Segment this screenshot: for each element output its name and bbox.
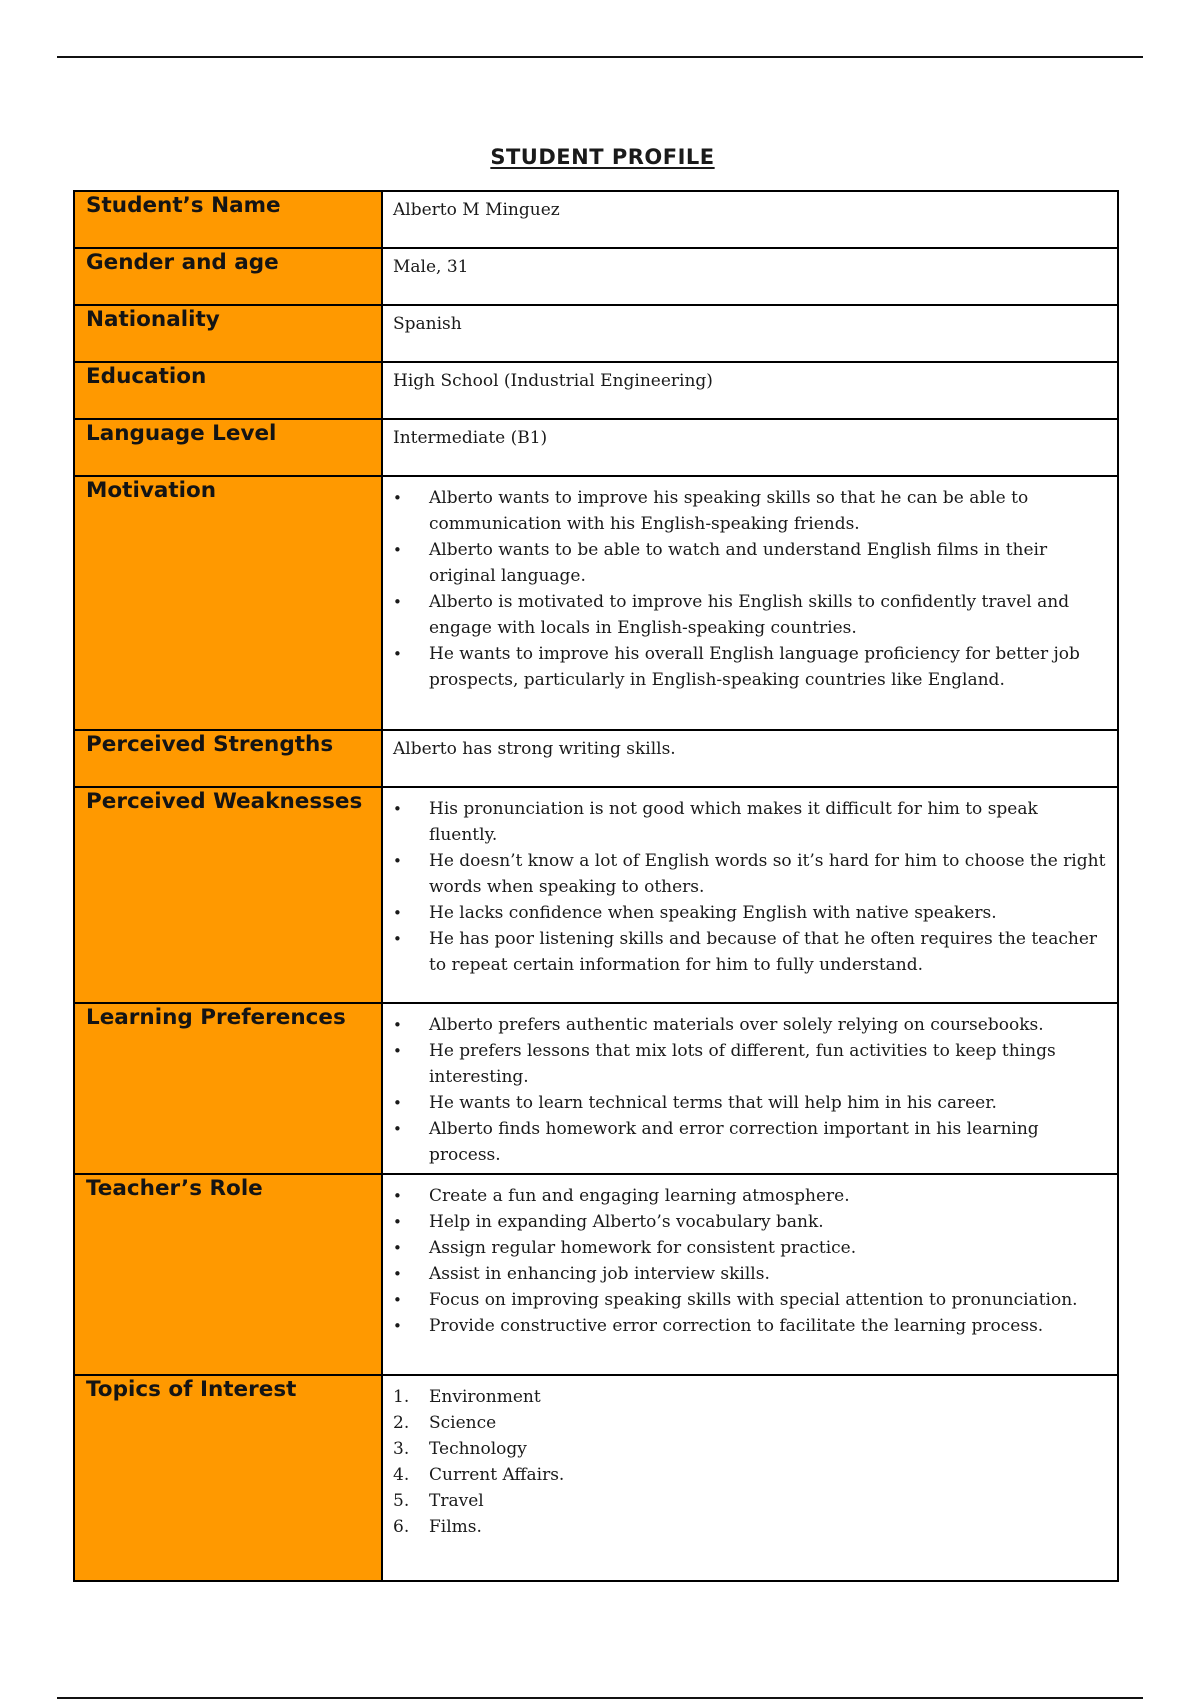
list-item-text: Travel	[429, 1491, 484, 1511]
label-learning-preferences: Learning Preferences	[74, 1003, 382, 1174]
label-perceived-strengths: Perceived Strengths	[74, 730, 382, 787]
list-item-text: Films.	[429, 1517, 482, 1537]
list-item: • He wants to learn technical terms that will help him in his career.	[393, 1090, 1107, 1116]
row-perceived-weaknesses	[74, 787, 1118, 1003]
preferences-list	[393, 1012, 1107, 1168]
list-item: • Focus on improving speaking skills with special attention to pronunciation.	[393, 1287, 1107, 1313]
label-motivation: Motivation	[74, 476, 382, 730]
list-item: • Help in expanding Alberto’s vocabulary bank.	[393, 1209, 1107, 1235]
footer-rule	[57, 1697, 1143, 1699]
value-gender-age: Male, 31	[382, 248, 1118, 305]
row-perceived-strengths	[74, 730, 1118, 787]
topics-list	[393, 1384, 1107, 1540]
label-education: Education	[74, 362, 382, 419]
page-title	[0, 145, 1200, 169]
row-learning-preferences	[74, 1003, 1118, 1174]
value-teacher-role	[382, 1174, 1118, 1375]
value-education: High School (Industrial Engineering)	[382, 362, 1118, 419]
list-item	[393, 1462, 1107, 1488]
list-number: 2.	[393, 1413, 410, 1433]
label-nationality: Nationality	[74, 305, 382, 362]
value-motivation	[382, 476, 1118, 730]
list-item: • Alberto wants to be able to watch and understand English films in their original language.	[393, 537, 1107, 589]
list-number: 5.	[393, 1491, 410, 1511]
motivation-list	[393, 485, 1107, 693]
label-gender-age: Gender and age	[74, 248, 382, 305]
label-perceived-weaknesses: Perceived Weaknesses	[74, 787, 382, 1003]
list-item: • Assign regular homework for consistent practice.	[393, 1235, 1107, 1261]
list-item-text: Environment	[429, 1387, 541, 1407]
list-item: • Alberto finds homework and error correction important in his learning process.	[393, 1116, 1107, 1168]
list-item: • Create a fun and engaging learning atmosphere.	[393, 1183, 1107, 1209]
student-profile-table	[73, 190, 1119, 1582]
header-rule	[57, 56, 1143, 58]
row-language-level	[74, 419, 1118, 476]
list-item: • He prefers lessons that mix lots of different, fun activities to keep things interesting.	[393, 1038, 1107, 1090]
row-topics-of-interest	[74, 1375, 1118, 1581]
list-item-text: Science	[429, 1413, 497, 1433]
row-gender-age	[74, 248, 1118, 305]
list-item: • He lacks confidence when speaking English with native speakers.	[393, 900, 1107, 926]
value-student-name: Alberto M Minguez	[382, 191, 1118, 248]
list-item: • He has poor listening skills and because of that he often requires the teacher to repeat certain information for him to fully understand.	[393, 926, 1107, 978]
value-topics-of-interest	[382, 1375, 1118, 1581]
list-item-text: Technology	[429, 1439, 527, 1459]
list-number: 6.	[393, 1517, 410, 1537]
row-teacher-role	[74, 1174, 1118, 1375]
list-item	[393, 1514, 1107, 1540]
value-nationality: Spanish	[382, 305, 1118, 362]
list-number: 1.	[393, 1387, 410, 1407]
row-motivation	[74, 476, 1118, 730]
list-item: • He wants to improve his overall English language proficiency for better job prospects, particularly in English-speaking countries like England.	[393, 641, 1107, 693]
teacher-role-list	[393, 1183, 1107, 1339]
list-item: • Alberto prefers authentic materials over solely relying on coursebooks.	[393, 1012, 1107, 1038]
list-item: • Provide constructive error correction to facilitate the learning process.	[393, 1313, 1107, 1339]
list-item: • Assist in enhancing job interview skills.	[393, 1261, 1107, 1287]
label-topics-of-interest: Topics of Interest	[74, 1375, 382, 1581]
page-title-text: STUDENT PROFILE	[490, 145, 715, 169]
list-number: 3.	[393, 1439, 410, 1459]
value-perceived-strengths: Alberto has strong writing skills.	[382, 730, 1118, 787]
value-learning-preferences	[382, 1003, 1118, 1174]
value-language-level: Intermediate (B1)	[382, 419, 1118, 476]
list-item	[393, 1488, 1107, 1514]
label-language-level: Language Level	[74, 419, 382, 476]
value-perceived-weaknesses	[382, 787, 1118, 1003]
list-item-text: Current Affairs.	[429, 1465, 565, 1485]
weaknesses-list	[393, 796, 1107, 978]
list-item: • His pronunciation is not good which makes it difficult for him to speak fluently.	[393, 796, 1107, 848]
list-item: • He doesn’t know a lot of English words so it’s hard for him to choose the right words when speaking to others.	[393, 848, 1107, 900]
list-item	[393, 1410, 1107, 1436]
label-teacher-role: Teacher’s Role	[74, 1174, 382, 1375]
list-item: • Alberto wants to improve his speaking skills so that he can be able to communication with his English-speaking friends.	[393, 485, 1107, 537]
list-number: 4.	[393, 1465, 410, 1485]
row-education	[74, 362, 1118, 419]
list-item	[393, 1436, 1107, 1462]
list-item: • Alberto is motivated to improve his English skills to confidently travel and engage with locals in English-speaking countries.	[393, 589, 1107, 641]
row-student-name	[74, 191, 1118, 248]
list-item	[393, 1384, 1107, 1410]
row-nationality	[74, 305, 1118, 362]
label-student-name: Student’s Name	[74, 191, 382, 248]
